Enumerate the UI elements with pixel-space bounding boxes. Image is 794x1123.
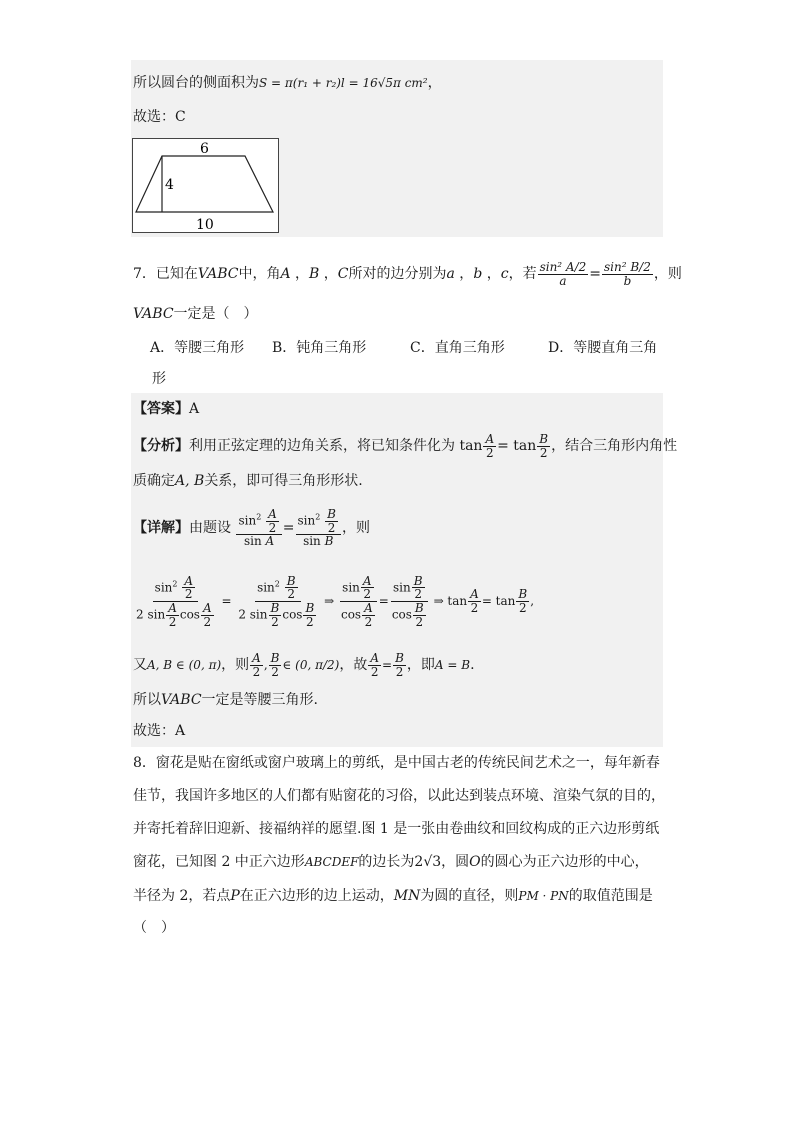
q8-line-1: 8．窗花是贴在窗纸或窗户玻璃上的剪纸，是中国古老的传统民间艺术之一，每年新春 [133,755,660,771]
q7-option-a: A．等腰三角形 [150,340,245,356]
q7-answer [133,399,199,419]
figure-top-label: 6 [200,141,209,157]
detail-text: ，则 [342,520,370,536]
q8-text: 半径为 2，若点 [133,888,231,904]
q8-text: 的圆心为正六边形的中心， [480,854,649,870]
q7-number: 7． [133,266,156,282]
detail-tag: 【详解】 [133,520,189,536]
detail-text: ，故 [339,657,368,673]
analysis-math: A, B [175,473,205,489]
derivation-frac-1: $\sin^2$ $\frac{A}{2}$ 2 sin $\frac{A}{2}$ cos $\frac{A}{2}$ [136,573,212,629]
q7-detail-line-2: $\sin^2$ $\frac{A}{2}$ 2 sin $\frac{A}{2}$ cos $\frac{A}{2}$ = $\sin^2$ $\frac{B}{2}$ 2 sin $\frac{B}{2}$ cos $\frac{B}{2}$ ⇒ sin $\frac{A}{2}$ cos $\frac{A}{2}$ = sin $\frac{B}{2}$ cos $\frac{B}{2}$ ⇒ tan $\frac{A}{2}$ = tan $\frac{B}{2}$ , [136,573,535,629]
q8-text: 的边长为 [358,854,415,870]
q8-text: 在正六边形的边上运动， [239,888,394,904]
frac-num: A [252,651,261,666]
q7-cond-right-denominator: b [623,273,632,288]
q7-condition-left [538,261,589,287]
q7-stem-line-1: 7．已知在VABC中，角A ，B ，C所对的边分别为a ，b ，c，若 $\frac{\text{sin² A/2}}{a}$ = $\frac{\text{sin² B/2}}{b}$ ，则 [133,259,682,288]
q8-dot-product: PM · PN [518,889,569,903]
frac-num: A [485,431,495,446]
detail-math: ∈ (0, π/2) [282,658,340,672]
q7-side-a: a [446,266,455,282]
half-angle-eq: $\frac{A}{2}$ = $\frac{B}{2}$ [370,651,404,679]
q7-option-d-wrap: 形 [152,371,166,387]
q8-line-5 [133,886,653,906]
detail-frac-b: $\sin^2$ $\frac{B}{2}$ sin B [296,508,341,548]
q8-line-6: （ ） [133,920,175,936]
q6-area-prefix: 所以圆台的侧面积为 [133,75,259,91]
analysis-equation: tan $\frac{A}{2}$ = tan $\frac{B}{2}$ [459,431,549,460]
q7-cond-left-numerator: sin² A/2 [539,259,587,274]
q7-angle-b: B [309,266,320,282]
detail-text: 由题设 [189,520,231,536]
analysis-text: 利用正弦定理的边角关系，将已知条件化为 [189,438,455,454]
detail-frac-a: $\sin^2$ $\frac{A}{2}$ sin A [236,508,281,548]
frac-num: B [286,573,296,588]
q7-side-b: b [473,266,483,282]
q8-circle: O [469,854,481,870]
q7-analysis-line-1 [133,428,677,464]
frac-num: A [168,601,177,615]
q8-line-2: 佳节，我国许多地区的人们都有贴窗花的习俗，以此达到装点环境、渲染气氛的目的， [133,788,665,804]
q7-side-c: c [500,266,509,282]
frac-num: A [268,507,277,522]
q7-analysis-line-2 [133,471,363,491]
q7-triangle: VABC [133,306,174,322]
analysis-text: 质确定 [133,473,175,489]
q7-condition-right [602,261,653,287]
angle: B [324,534,334,549]
q8-line-4 [133,852,649,872]
q7-cond-left-denominator: a [559,273,567,288]
q7-option-d: D．等腰直角三角 [548,340,658,356]
analysis-text: 关系，即可得三角形形状. [204,473,363,489]
detail-text: 又 [133,657,147,673]
figure-bottom-label: 10 [196,217,214,233]
q7-stem-text: 一定是（ ） [173,306,258,322]
frac-num: B [539,431,549,446]
angle: A [265,534,275,549]
q7-final-answer: 故选：A [133,723,186,739]
detail-text: . [470,657,475,673]
frac-num: A [470,587,479,602]
frac-num: B [305,601,315,615]
q7-cond-right-numerator: sin² B/2 [604,259,651,274]
q7-stem-text: ，则 [653,266,682,282]
detail-math: A = B [434,658,471,672]
q7-detail-line-4 [133,690,318,710]
q7-triangle: VABC [197,266,239,282]
frac-num: B [414,601,424,615]
answer-tag: 【答案】 [133,401,189,417]
q7-detail-line-3 [133,650,475,680]
q7-stem-text: 已知在 [155,266,198,282]
q7-stem-line-2 [133,304,258,324]
derivation-frac-4: sin $\frac{B}{2}$ cos $\frac{B}{2}$ [390,575,429,628]
q7-stem-text: 中，角 [238,266,281,282]
q6-area-suffix: ， [427,75,442,91]
frac-num: B [327,507,336,522]
frac-num: B [518,587,528,602]
figure-height-label: 4 [165,177,174,193]
trapezoid-figure [132,138,280,234]
q7-angle-c: C [337,266,349,282]
detail-text: 一定是等腰三角形. [201,692,318,708]
frac-num: A [364,601,373,615]
q8-hexagon: ABCDEF [304,855,359,869]
derivation-frac-2: $\sin^2$ $\frac{B}{2}$ 2 sin $\frac{B}{2}$ cos $\frac{B}{2}$ [238,573,315,629]
half-angles: $\frac{A}{2}$ , $\frac{B}{2}$ [252,651,280,679]
q7-angle-a: A [280,266,291,282]
frac-num: B [413,573,423,588]
frac-num: B [270,651,280,666]
frac-num: B [395,651,404,666]
q7-stem-text: ，若 [508,266,537,282]
frac-num: A [362,573,372,588]
q8-point: P [230,888,240,904]
answer-value: A [189,401,200,417]
detail-text: ，则 [221,657,250,673]
analysis-text: ，结合三角形内角性 [551,438,678,454]
q8-text: 窗花，已知图 2 中正六边形 [133,854,305,870]
q7-triangle: VABC [161,692,202,708]
detail-math: A, B ∈ (0, π) [147,658,222,672]
q8-text: ，圆 [441,854,470,870]
frac-num: A [184,573,193,588]
q7-stem-text: 所对的边分别为 [348,266,447,282]
detail-text: ，即 [406,657,435,673]
q7-option-b: B．钝角三角形 [272,340,367,356]
q8-text: 为圆的直径，则 [420,888,519,904]
frac-num: B [270,601,280,615]
frac-num: A [370,651,380,666]
q8-diameter: MN [393,888,421,904]
q8-side-length: 2√3 [414,854,442,870]
q8-text: 的取值范围是 [568,888,653,904]
q6-area-formula: S = π(r₁ + r₂)l = 16√5π cm² [259,76,428,90]
detail-text: 所以 [133,692,161,708]
q7-option-c: C．直角三角形 [410,340,505,356]
frac-num: A [202,601,212,615]
q6-answer-line: 故选：C [133,109,186,125]
q6-area-line [133,73,442,93]
analysis-tag: 【分析】 [133,438,189,454]
derivation-frac-3: sin $\frac{A}{2}$ cos $\frac{A}{2}$ [339,575,378,628]
q8-line-3: 并寄托着辞旧迎新、接福纳祥的愿望.图 1 是一张由卷曲纹和回纹构成的正六边形剪纸 [133,821,660,837]
q7-detail-line-1: 【详解】由题设 $\sin^2$ $\frac{A}{2}$ sin A = $\sin^2$ $\frac{B}{2}$ sin B ，则 [133,507,370,549]
